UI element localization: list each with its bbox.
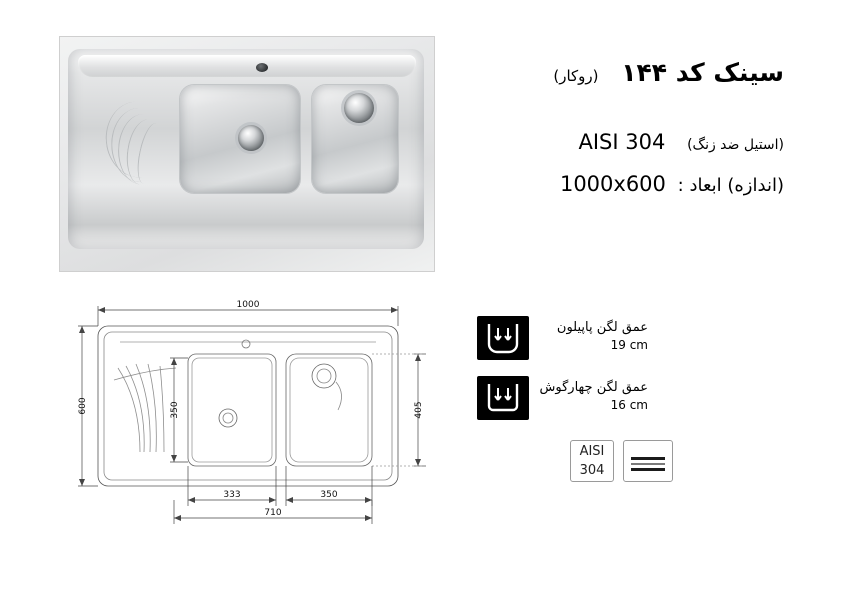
feature-label-2: عمق لگن چهارگوش — [539, 380, 648, 395]
dim-bowl-right-width: 350 — [320, 490, 338, 500]
faucet-hole-icon — [256, 63, 268, 72]
material-label: (استیل ضد زنگ) — [687, 137, 784, 153]
main-bowl-drain-icon — [238, 125, 264, 151]
bowl-depth-icon-1 — [477, 316, 529, 360]
feature-value-2: 16 cm — [610, 398, 648, 412]
aisi-badge — [570, 440, 614, 482]
dim-top-width: 1000 — [236, 300, 260, 310]
dim-bowl-vertical: 350 — [170, 401, 180, 419]
feature-text-1 — [538, 320, 648, 352]
page-title — [364, 58, 784, 87]
material-value: AISI 304 — [578, 130, 666, 154]
dim-bowl-left-width: 333 — [223, 490, 241, 500]
dim-right-height: 405 — [414, 401, 424, 419]
feature-value-1: 19 cm — [610, 338, 648, 352]
technical-drawing — [70, 296, 470, 536]
dimensions-value: 1000x600 — [559, 172, 666, 196]
secondary-bowl-drain-icon — [344, 93, 374, 123]
dim-left-height: 600 — [78, 397, 88, 415]
steel-bar-top — [631, 457, 665, 460]
material-spec — [364, 130, 784, 154]
feature-label-1: عمق لگن پاپیلون — [556, 320, 648, 335]
steel-bar-middle — [631, 463, 665, 465]
title-main-text: سینک کد ۱۴۴ — [621, 58, 784, 87]
dimensions-label: (اندازه) ابعاد : — [677, 175, 784, 196]
steel-layers-icon — [623, 440, 673, 482]
title-paren-text: (روکار) — [553, 67, 599, 85]
dim-total-bowls-width: 710 — [264, 508, 282, 518]
steel-bar-bottom — [631, 468, 665, 471]
dimensions-spec — [364, 172, 784, 196]
feature-text-2 — [538, 380, 648, 412]
aisi-badge-line1: AISI — [579, 444, 605, 459]
bowl-depth-icon-2 — [477, 376, 529, 420]
aisi-badge-line2: 304 — [579, 463, 605, 478]
